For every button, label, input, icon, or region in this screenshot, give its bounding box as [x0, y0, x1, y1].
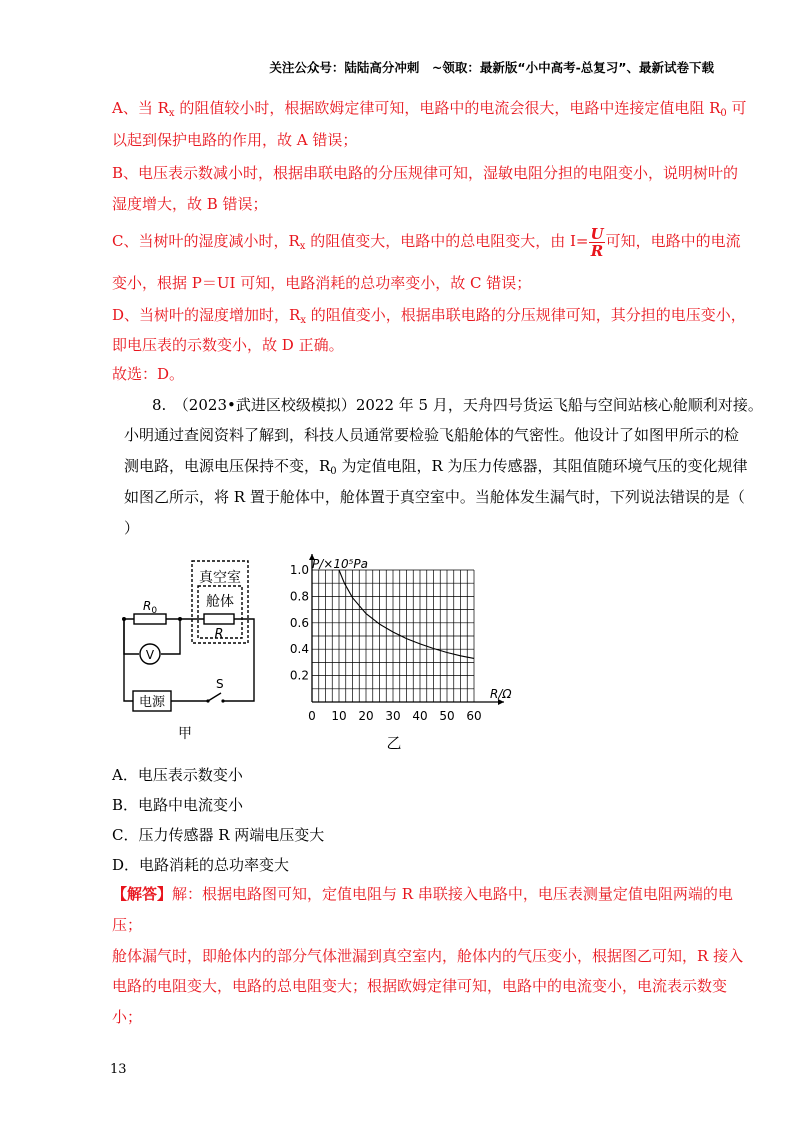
resistor-r0: [134, 614, 166, 624]
wire-bottom-left: [124, 687, 133, 701]
solution-tag: 【解答】: [112, 885, 173, 903]
chart-grid: [312, 570, 474, 702]
solution-c-line2: 变小，根据 P＝UI 可知，电路消耗的总功率变小，故 C 错误；: [112, 274, 532, 292]
wire-left: [124, 619, 134, 687]
x-tick-label: 30: [385, 709, 401, 723]
y-tick-label: 0.2: [289, 668, 309, 683]
r0-label: $R_0$: [143, 599, 158, 616]
circuit-diagram: [110, 558, 270, 748]
switch-label: S: [216, 677, 224, 691]
question-line1: 8. （2023•武进区校级模拟）2022 年 5 月，天舟四号货运飞船与空间站核心舱顺利对接。: [152, 396, 763, 414]
switch-contact-a: [206, 699, 209, 702]
solution-b-line2: 湿度增大，故 B 错误；: [112, 195, 268, 213]
solution-answer: 故选：D。: [112, 365, 185, 383]
pressure-resistance-chart: [282, 548, 522, 754]
y-tick-label: 0.8: [289, 589, 309, 604]
option-d[interactable]: D．电路消耗的总功率变大: [112, 856, 290, 874]
circuit-caption: 甲: [178, 726, 192, 742]
solution-a-line2: 以起到保护电路的作用，故 A 错误；: [112, 131, 358, 149]
solution-line2: 压；: [112, 916, 143, 934]
question-line4: 如图乙所示，将 R 置于舱体中，舱体置于真空室中。当舱体发生漏气时，下列说法错误的是（: [124, 488, 745, 506]
vacuum-chamber-label: 真空室: [199, 570, 241, 586]
x-tick-label: 20: [358, 709, 374, 723]
x-tick-label: 40: [412, 709, 428, 723]
solution-line4: 电路的电阻变大，电路的总电阻变大；根据欧姆定律可知，电路中的电流变小，电流表示数变: [112, 977, 728, 995]
fraction-u-over-r: $\frac{U}{R}$: [590, 224, 604, 260]
wire-right: [223, 619, 254, 701]
switch-contact-b: [221, 699, 224, 702]
y-tick-label: 1.0: [289, 563, 309, 577]
x-axis-label: R/Ω: [490, 687, 512, 701]
x-tick-label: 50: [439, 709, 455, 723]
voltmeter-label: V: [145, 648, 155, 662]
page-header: 关注公众号：陆陆高分冲刺 ~领取：最新版“小中高考-总复习”、最新试卷下载: [269, 60, 714, 75]
option-a[interactable]: A．电压表示数变小: [112, 766, 243, 784]
question-line3: 测电路，电源电压保持不变，$R_0$ 为定值电阻，R 为压力传感器，其阻值随环境气压的变化规律: [124, 457, 748, 477]
solution-a-line1: A、当 $R_x$ 的阻值较小时，根据欧姆定律可知，电路中的电流会很大，电路中连接定值电阻 $R_0$ 可: [112, 99, 747, 119]
r-label: R: [214, 627, 224, 642]
y-tick-label: 0.6: [289, 615, 309, 630]
y-tick-label: 0.4: [289, 642, 309, 657]
chart-caption: 乙: [386, 734, 402, 752]
solution-line5: 小；: [112, 1008, 143, 1026]
junction-left: [122, 617, 126, 621]
option-b[interactable]: B．电路中电流变小: [112, 796, 244, 814]
solution-b-line1: B、电压表示数减小时，根据串联电路的分压规律可知，湿敏电阻分担的电阻变小，说明树叶的: [112, 164, 739, 182]
cabin-label: 舱体: [206, 594, 234, 610]
solution-line1: 【解答】解：根据电路图可知，定值电阻与 R 串联接入电路中，电压表测量定值电阻两端的电: [112, 885, 733, 903]
x-tick-label: 10: [331, 709, 347, 723]
solution-line3: 舱体漏气时，即舱体内的部分气体泄漏到真空室内，舱体内的气压变小，根据图乙可知，R 接入: [112, 947, 744, 965]
solution-c-line1: C、当树叶的湿度减小时，$R_x$ 的阻值变大，电路中的总电阻变大，由 I= $\frac{U}{R}$ 可知，电路中的电流: [112, 224, 741, 260]
option-c[interactable]: C．压力传感器 R 两端电压变大: [112, 826, 325, 844]
switch-blade: [208, 693, 221, 701]
x-tick-label: 0: [308, 709, 316, 723]
solution-d-line1: D、当树叶的湿度增加时，$R_x$ 的阻值变小，根据串联电路的分压规律可知，其分担的电压变小，: [112, 306, 746, 326]
question-line2: 小明通过查阅资料了解到，科技人员通常要检验飞船舱体的气密性。他设计了如图甲所示的检: [124, 426, 740, 444]
solution-d-line2: 即电压表的示数变小，故 D 正确。: [112, 336, 344, 354]
question-line5: ）: [124, 519, 140, 537]
x-tick-label: 60: [466, 709, 482, 723]
resistor-r: [204, 614, 234, 624]
page-number: 13: [110, 1062, 127, 1077]
power-source-label: 电源: [138, 695, 166, 710]
y-axis-label: P/×10⁵Pa: [312, 557, 369, 571]
junction-right: [178, 617, 182, 621]
